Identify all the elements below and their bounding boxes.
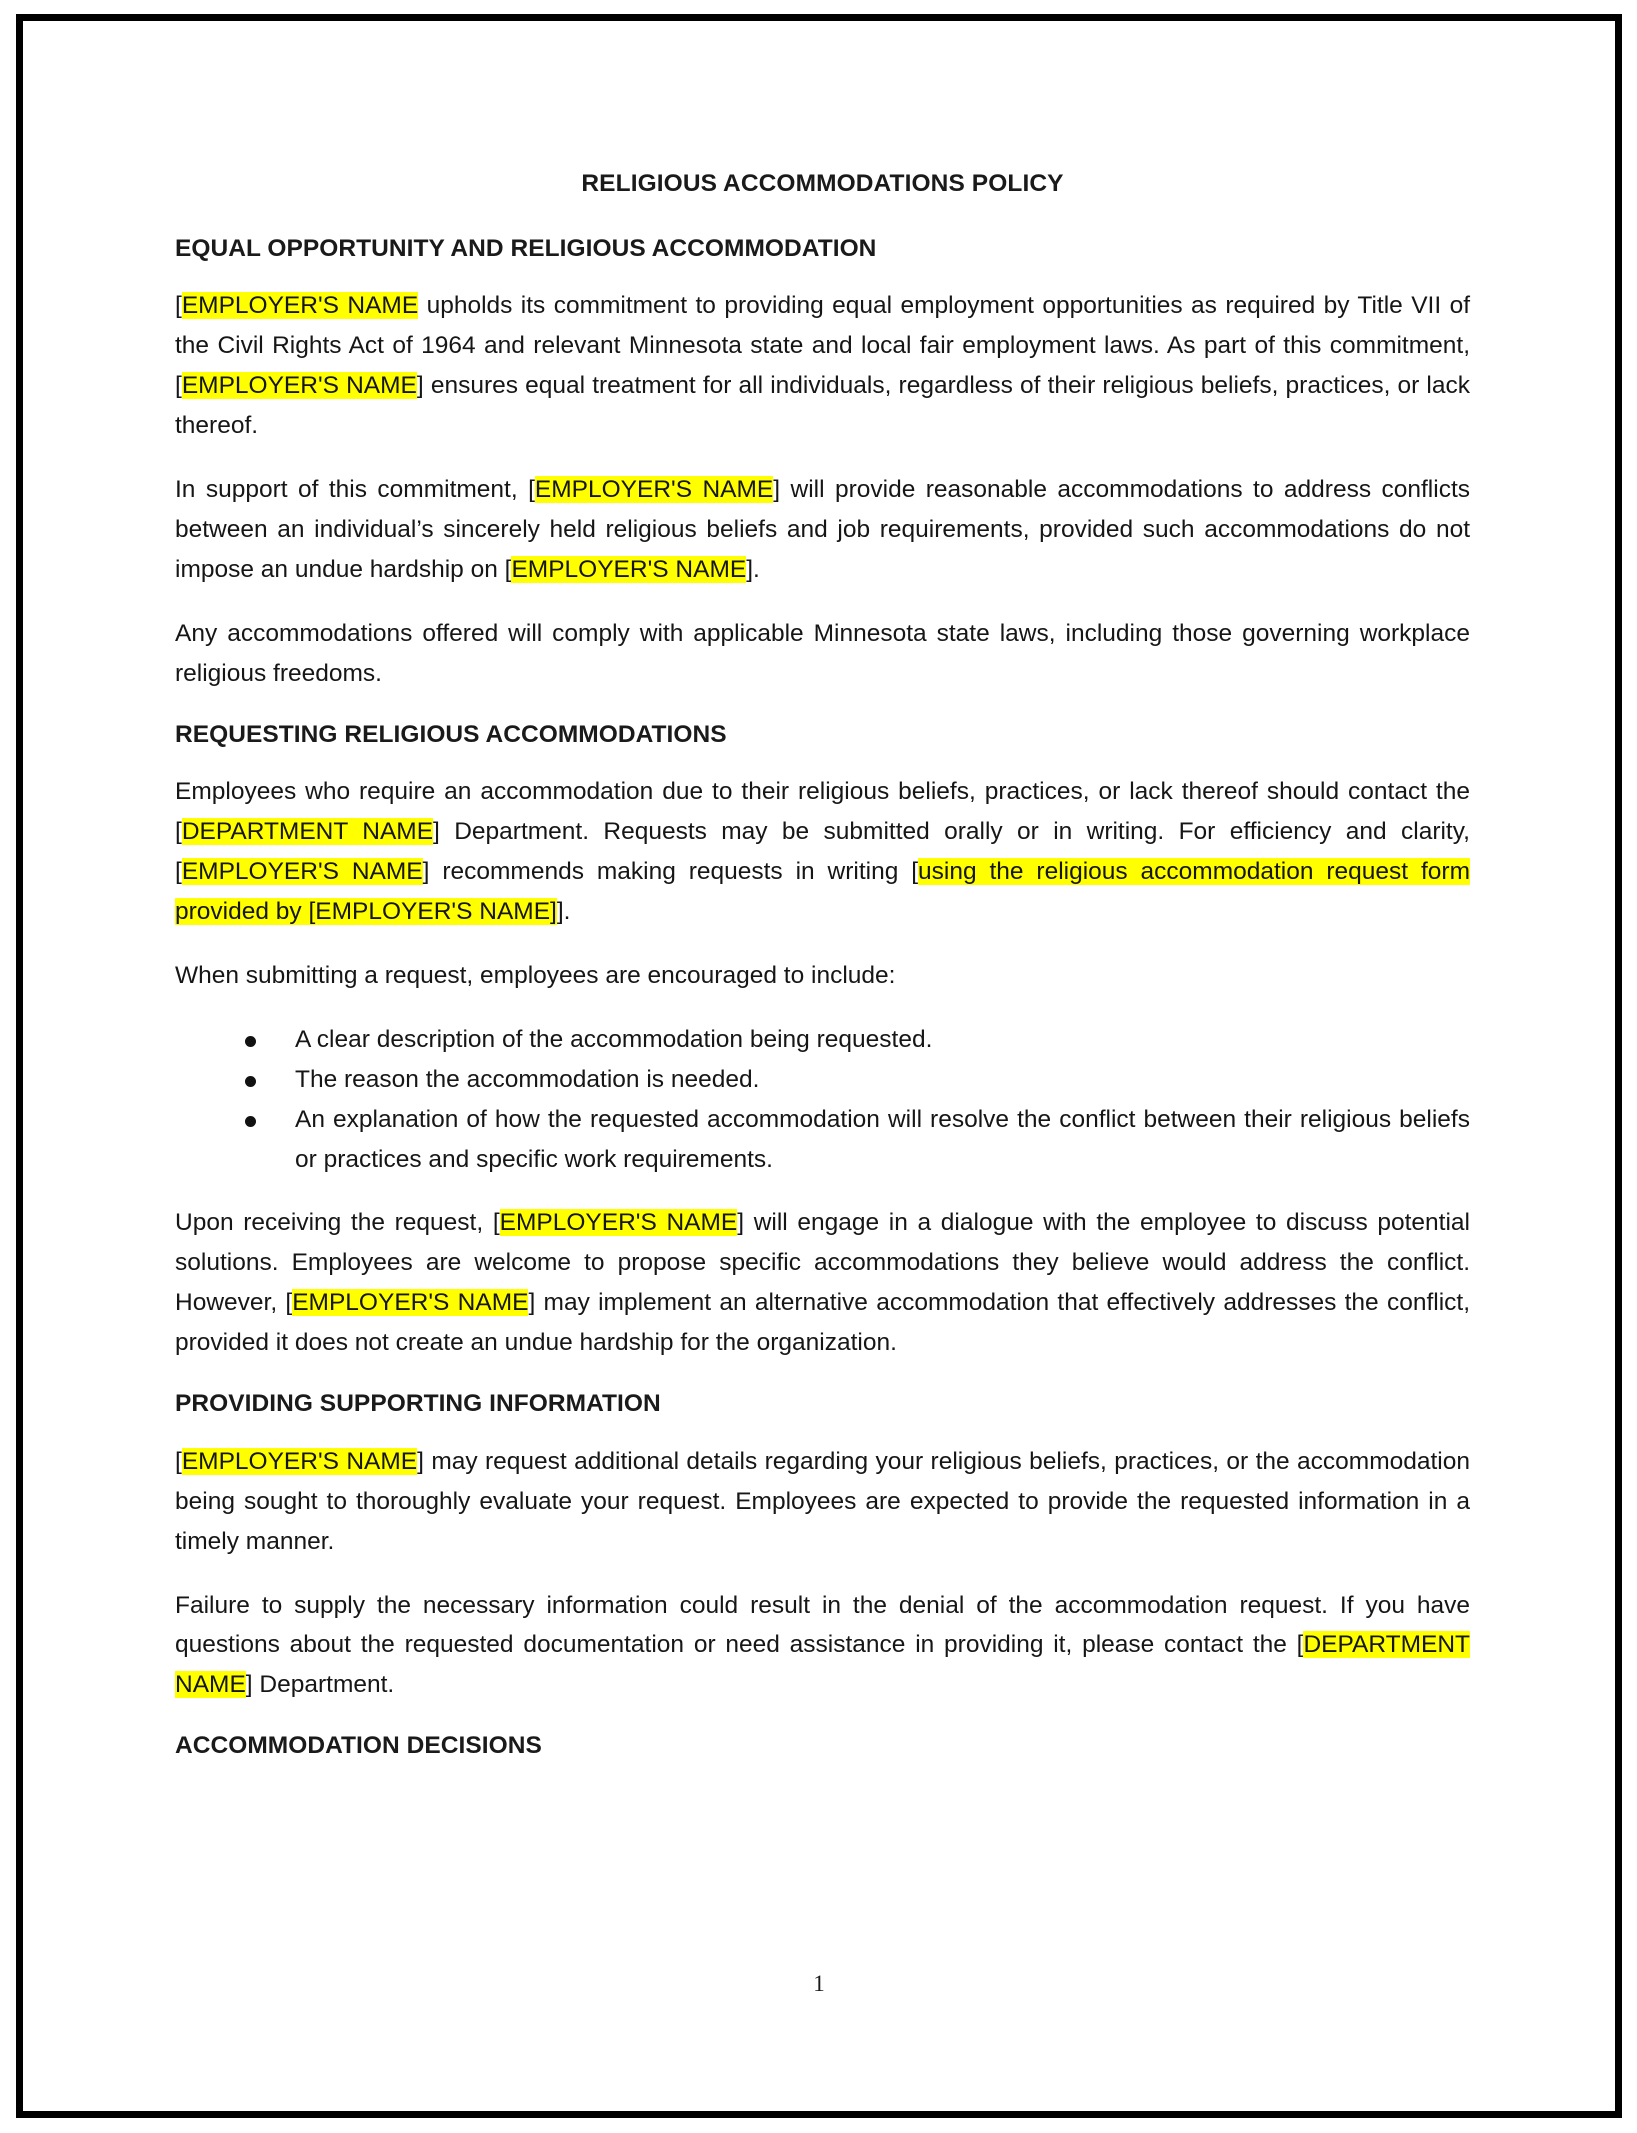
paragraph-requesting-intro: When submitting a request, employees are encouraged to include: [175,961,896,989]
paragraph-equal-opportunity-1 [175,286,1470,446]
paragraph-text: ]. [556,897,571,925]
section-heading-providing-supporting-information: PROVIDING SUPPORTING INFORMATION [175,1390,661,1418]
list-item-label: A clear description of the accommodation being requested. [295,1025,933,1053]
bracket-open: [ [175,1447,182,1475]
paragraph-text: ] recommends making requests in writing [ [422,858,919,886]
section-heading-accommodation-decisions: ACCOMMODATION DECISIONS [175,1732,542,1760]
paragraph-equal-opportunity-3: Any accommodations offered will comply with applicable Minnesota state laws, including those governing workplace religious freedoms. [175,619,1470,687]
paragraph-equal-opportunity-2 [175,470,1470,590]
highlight-employer-name: EMPLOYER'S NAME [181,858,423,886]
paragraph-text: Failure to supply the necessary information could result in the denial of the accommodation request. If you have questions about the requested documentation or need assistance in providing it, please contact the [ [175,1591,1470,1659]
list-item-label: An explanation of how the requested accommodation will resolve the conflict between their religious beliefs or practices and specific work requirements. [295,1105,1470,1173]
paragraph-text: ]. [746,555,760,583]
paragraph-text: ] Department. Requests may be submitted orally or in writing. For efficiency and clarity, [ [175,818,1470,886]
paragraph-text: upholds its commitment to providing equal employment opportunities as required by Title VII of the Civil Rights Act of 1964 and relevant Minnesota state and local fair employment laws. As part of this commitment, [ [175,292,1470,400]
bracket-open: [ [175,292,182,320]
document-page-inner [23,21,1615,2111]
section-heading-equal-opportunity: EQUAL OPPORTUNITY AND RELIGIOUS ACCOMMODATION [175,234,877,262]
bullet-dot-icon [245,1020,259,1034]
highlight-employer-name: EMPLOYER'S NAME [181,372,417,400]
paragraph-supporting-1 [175,1442,1470,1562]
paragraph-text: Employees who require an accommodation due to their religious beliefs, practices, or lack thereof should contact the [ [175,778,1470,846]
highlight-employer-name: EMPLOYER'S NAME [499,1209,738,1237]
paragraph-supporting-2 [175,1586,1470,1706]
bullet-dot-icon [245,1060,259,1074]
paragraph-text: In support of this commitment, [ [175,475,535,503]
list-item [175,1020,1470,1060]
highlight-employer-name: EMPLOYER'S NAME [534,475,774,503]
requesting-include-list [175,1020,1470,1180]
paragraph-text: ] may implement an alternative accommodation that effectively addresses the conflict, provided it does not create an undue hardship for the organization. [175,1289,1471,1357]
highlight-department-name: DEPARTMENT NAME [175,1631,1470,1699]
document-page-sheet [16,14,1622,2118]
list-item [175,1100,1470,1180]
document-body [175,169,1470,1784]
paragraph-text: ] will provide reasonable accommodations to address conflicts between an individual’s sincerely held religious beliefs and job requirements, provided such accommodations do not impose an undue hardship on [ [175,475,1470,583]
paragraph-requesting-1 [175,772,1470,932]
paragraph-text: ] ensures equal treatment for all individuals, regardless of their religious beliefs, practices, or lack thereof. [175,372,1471,440]
highlight-employer-name: EMPLOYER'S NAME [181,292,419,320]
highlight-request-form-clause: using the religious accommodation request form provided by [EMPLOYER'S NAME] [175,858,1470,925]
highlight-department-name: DEPARTMENT NAME [181,818,434,846]
paragraph-text: ] will engage in a dialogue with the employee to discuss potential solutions. Employees are welcome to propose specific accommodations they believe would address the conflict. However, [ [175,1209,1470,1317]
paragraph-text: ] may request additional details regarding your religious beliefs, practices, or the accommodation being sought to thoroughly evaluate your request. Employees are expected to provide the requested information in a timely manner. [175,1447,1470,1555]
paragraph-requesting-2 [175,1203,1470,1363]
section-heading-requesting-accommodations: REQUESTING RELIGIOUS ACCOMMODATIONS [175,720,727,748]
paragraph-text: ] Department. [245,1671,395,1699]
highlight-employer-name: EMPLOYER'S NAME [181,1447,418,1475]
bullet-dot-icon [245,1100,259,1114]
page-number-footer: 1 [813,1971,825,1996]
highlight-employer-name: EMPLOYER'S NAME [292,1289,529,1317]
page-title: RELIGIOUS ACCOMMODATIONS POLICY [581,170,1064,197]
list-item-label: The reason the accommodation is needed. [295,1065,760,1093]
highlight-employer-name: EMPLOYER'S NAME [511,555,747,583]
list-item [175,1060,1470,1100]
paragraph-text: Upon receiving the request, [ [175,1209,500,1237]
